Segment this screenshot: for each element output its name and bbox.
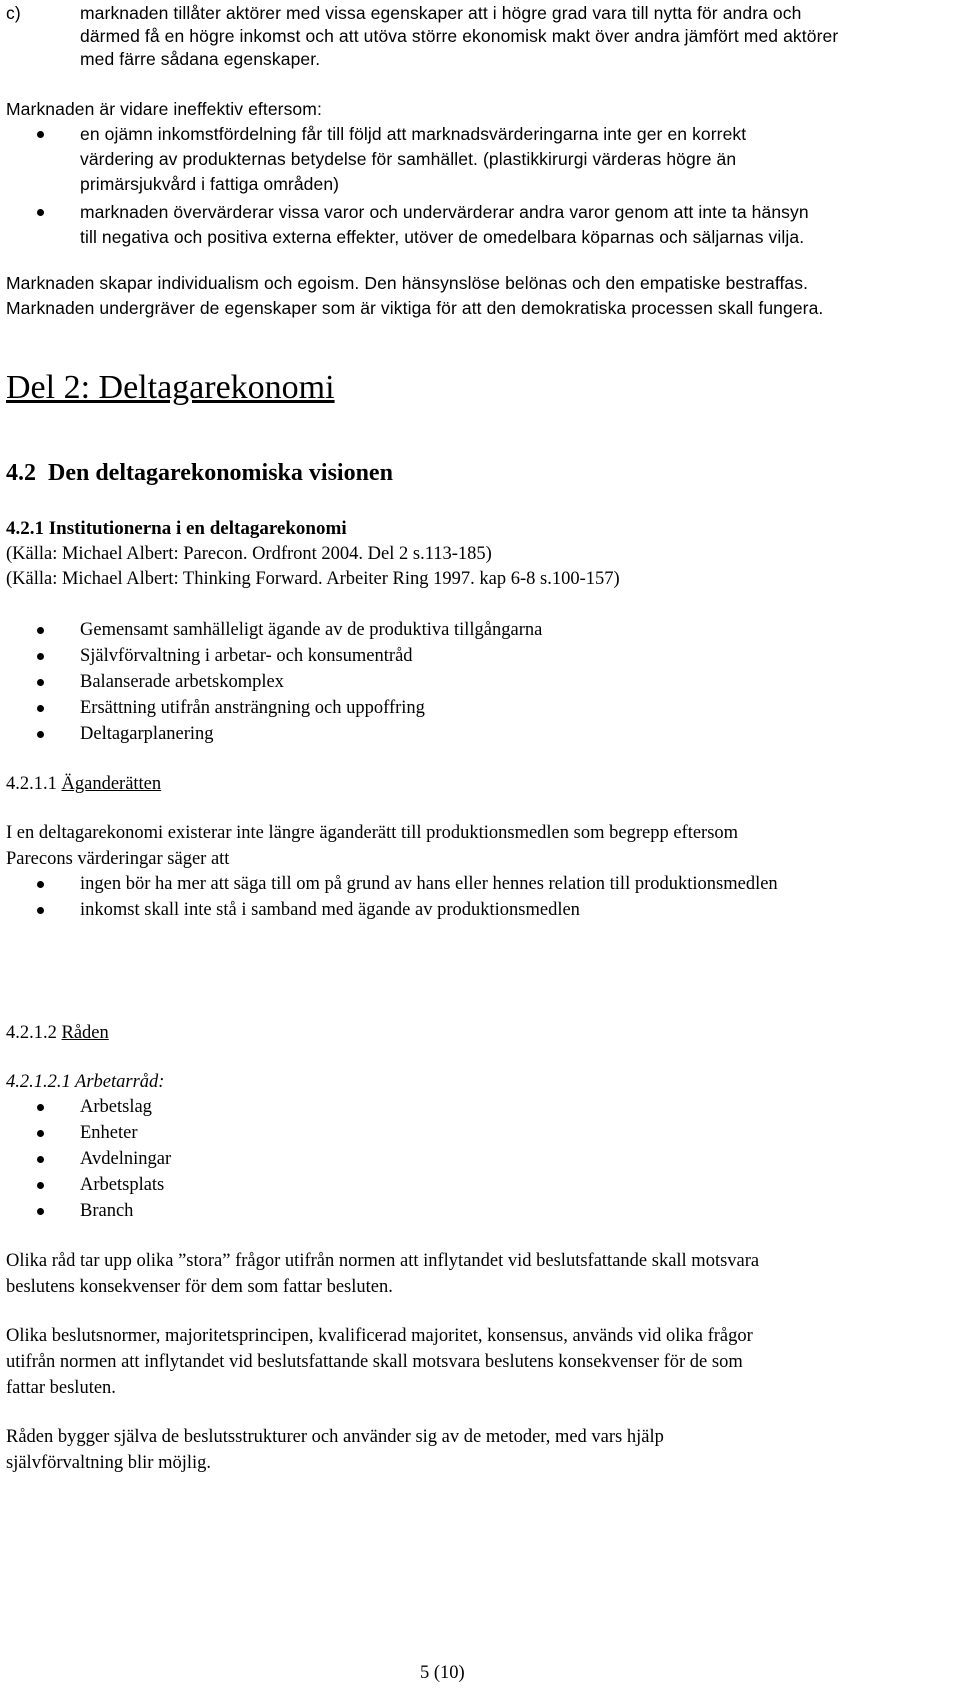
ineffective-bullet-2-line-2: till negativa och positiva externa effekter, utöver de omedelbara köparnas och säljarnas vilja.	[80, 227, 805, 247]
councils-title: Råden	[61, 1023, 109, 1043]
bullet-icon	[37, 653, 44, 660]
list-marker-c: c)	[6, 3, 21, 23]
worker-council-item: Avdelningar	[80, 1149, 172, 1169]
ownership-title: Äganderätten	[61, 774, 162, 794]
councils-para-3-line-1: Råden bygger själva de beslutsstrukturer och använder sig av de metoder, med vars hjälp	[6, 1427, 664, 1447]
bullet-icon	[37, 705, 44, 712]
institution-item: Ersättning utifrån ansträngning och uppoffring	[80, 698, 425, 718]
councils-heading	[6, 1020, 109, 1046]
ineffective-bullet-1-line-1: en ojämn inkomstfördelning får till följd att marknadsvärderingarna inte ger en korrekt	[80, 124, 747, 144]
bullet-icon	[37, 907, 44, 914]
bullet-icon	[37, 1130, 44, 1137]
bullet-icon	[37, 731, 44, 738]
institution-item: Gemensamt samhälleligt ägande av de produktiva tillgångarna	[80, 620, 543, 640]
closing-line-2: Marknaden undergräver de egenskaper som är viktiga för att den demokratiska processen skall fungera.	[6, 298, 824, 318]
item-c-line-2: därmed få en högre inkomst och att utöva större ekonomisk makt över andra jämfört med aktörer	[80, 26, 839, 46]
page-number: 5 (10)	[420, 1663, 465, 1683]
source-line-2: (Källa: Michael Albert: Thinking Forward. Arbeiter Ring 1997. kap 6-8 s.100-157)	[6, 569, 620, 589]
bullet-icon	[37, 131, 44, 138]
worker-council-item: Arbetsplats	[80, 1175, 165, 1195]
ownership-para-line-1: I en deltagarekonomi existerar inte längre äganderätt till produktionsmedlen som begrepp eftersom	[6, 823, 739, 843]
ownership-para-line-2: Parecons värderingar säger att	[6, 849, 230, 869]
ineffective-bullet-2-line-1: marknaden övervärderar vissa varor och undervärderar andra varor genom att inte ta hänsyn	[80, 202, 809, 222]
ownership-bullet: ingen bör ha mer att säga till om på grund av hans eller hennes relation till produktionsmedlen	[80, 874, 778, 894]
bullet-icon	[37, 679, 44, 686]
institution-item: Balanserade arbetskomplex	[80, 672, 284, 692]
worker-council-item: Branch	[80, 1201, 134, 1221]
councils-para-2-line-1: Olika beslutsnormer, majoritetsprincipen, kvalificerad majoritet, konsensus, används vid olika frågor	[6, 1326, 753, 1346]
ownership-number: 4.2.1.1	[6, 774, 57, 794]
item-c-line-1: marknaden tillåter aktörer med vissa egenskaper att i högre grad vara till nytta för andra och	[80, 3, 802, 23]
closing-line-1: Marknaden skapar individualism och egoism. Den hänsynslöse belönas och den empatiske bestraffas.	[6, 273, 809, 293]
institution-item: Deltagarplanering	[80, 724, 214, 744]
bullet-icon	[37, 1104, 44, 1111]
worker-council-item: Enheter	[80, 1123, 138, 1143]
bullet-icon	[37, 1156, 44, 1163]
subsection-heading: 4.2.1 Institutionerna i en deltagarekonomi	[6, 518, 347, 539]
councils-para-2-line-3: fattar besluten.	[6, 1378, 116, 1398]
worker-council-item: Arbetslag	[80, 1097, 152, 1117]
councils-para-1-line-2: beslutens konsekvenser för dem som fattar besluten.	[6, 1277, 393, 1297]
councils-para-2-line-2: utifrån normen att inflytandet vid beslutsfattande skall motsvara beslutens konsekvenser för de som	[6, 1352, 743, 1372]
bullet-icon	[37, 1182, 44, 1189]
ineffective-bullet-1-line-2: värdering av produkternas betydelse för samhället. (plastikkirurgi värderas högre än	[80, 149, 737, 169]
institution-item: Självförvaltning i arbetar- och konsumentråd	[80, 646, 413, 666]
ineffective-lead: Marknaden är vidare ineffektiv eftersom:	[6, 99, 322, 119]
bullet-icon	[37, 1208, 44, 1215]
ineffective-bullet-1-line-3: primärsjukvård i fattiga områden)	[80, 174, 340, 194]
section-heading: 4.2 Den deltagarekonomiska visionen	[6, 460, 393, 486]
councils-para-1-line-1: Olika råd tar upp olika ”stora” frågor utifrån normen att inflytandet vid beslutsfattande skall motsvara	[6, 1251, 760, 1271]
worker-council-heading: 4.2.1.2.1 Arbetarråd:	[6, 1072, 165, 1092]
ownership-heading	[6, 771, 161, 797]
ownership-bullet: inkomst skall inte stå i samband med ägande av produktionsmedlen	[80, 900, 580, 920]
councils-number: 4.2.1.2	[6, 1023, 57, 1043]
bullet-icon	[37, 881, 44, 888]
bullet-icon	[37, 209, 44, 216]
councils-para-3-line-2: självförvaltning blir möjlig.	[6, 1453, 212, 1473]
source-line-1: (Källa: Michael Albert: Parecon. Ordfront 2004. Del 2 s.113-185)	[6, 544, 492, 564]
item-c-line-3: med färre sådana egenskaper.	[80, 49, 321, 69]
part-heading: Del 2: Deltagarekonomi	[6, 369, 335, 406]
bullet-icon	[37, 627, 44, 634]
